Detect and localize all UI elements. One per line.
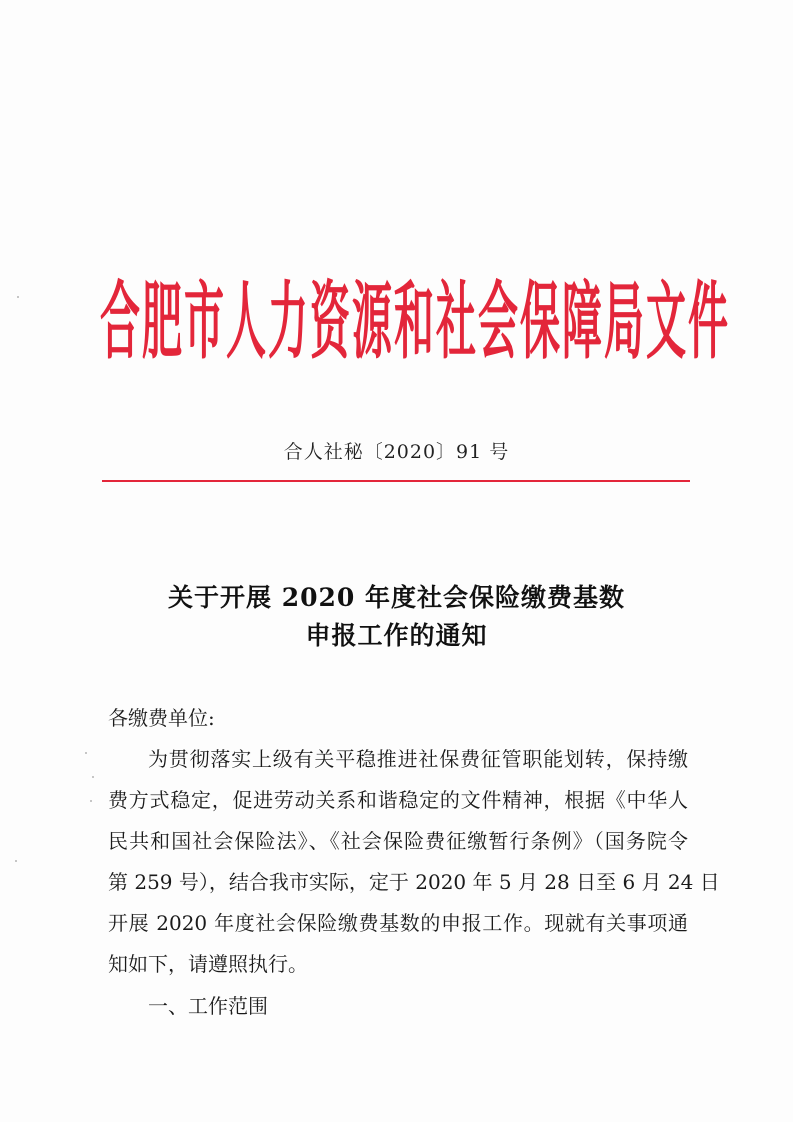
scan-speck [85, 752, 87, 754]
scan-speck [17, 296, 19, 298]
masthead-title: 合肥市人力资源和社会保障局文件 [100, 274, 730, 372]
red-divider-line [102, 480, 690, 482]
paragraph-line: 为贯彻落实上级有关平稳推进社保费征管职能划转，保持缴 [148, 747, 688, 771]
section-heading: 一、工作范围 [148, 994, 268, 1018]
paragraph-line: 民共和国社会保险法》、《社会保险费征缴暂行条例》（国务院令 [108, 829, 688, 853]
scan-speck [15, 860, 17, 862]
scan-speck [92, 776, 94, 778]
salutation: 各缴费单位: [108, 706, 215, 730]
paragraph-line: 开展 2020 年度社会保险缴费基数的申报工作。现就有关事项通 [108, 911, 688, 935]
paragraph-line: 费方式稳定，促进劳动关系和谐稳定的文件精神，根据《中华人 [108, 788, 688, 812]
paragraph-line: 知如下，请遵照执行。 [108, 952, 308, 976]
notice-title-line-2: 申报工作的通知 [305, 621, 488, 650]
scan-speck [90, 800, 92, 802]
document-number: 合人社秘〔2020〕91 号 [283, 441, 510, 463]
notice-title-line-1: 关于开展 2020 年度社会保险缴费基数 [168, 583, 625, 612]
paragraph-line: 第 259 号），结合我市实际，定于 2020 年 5 月 28 日至 6 月 24 日 [108, 870, 720, 894]
